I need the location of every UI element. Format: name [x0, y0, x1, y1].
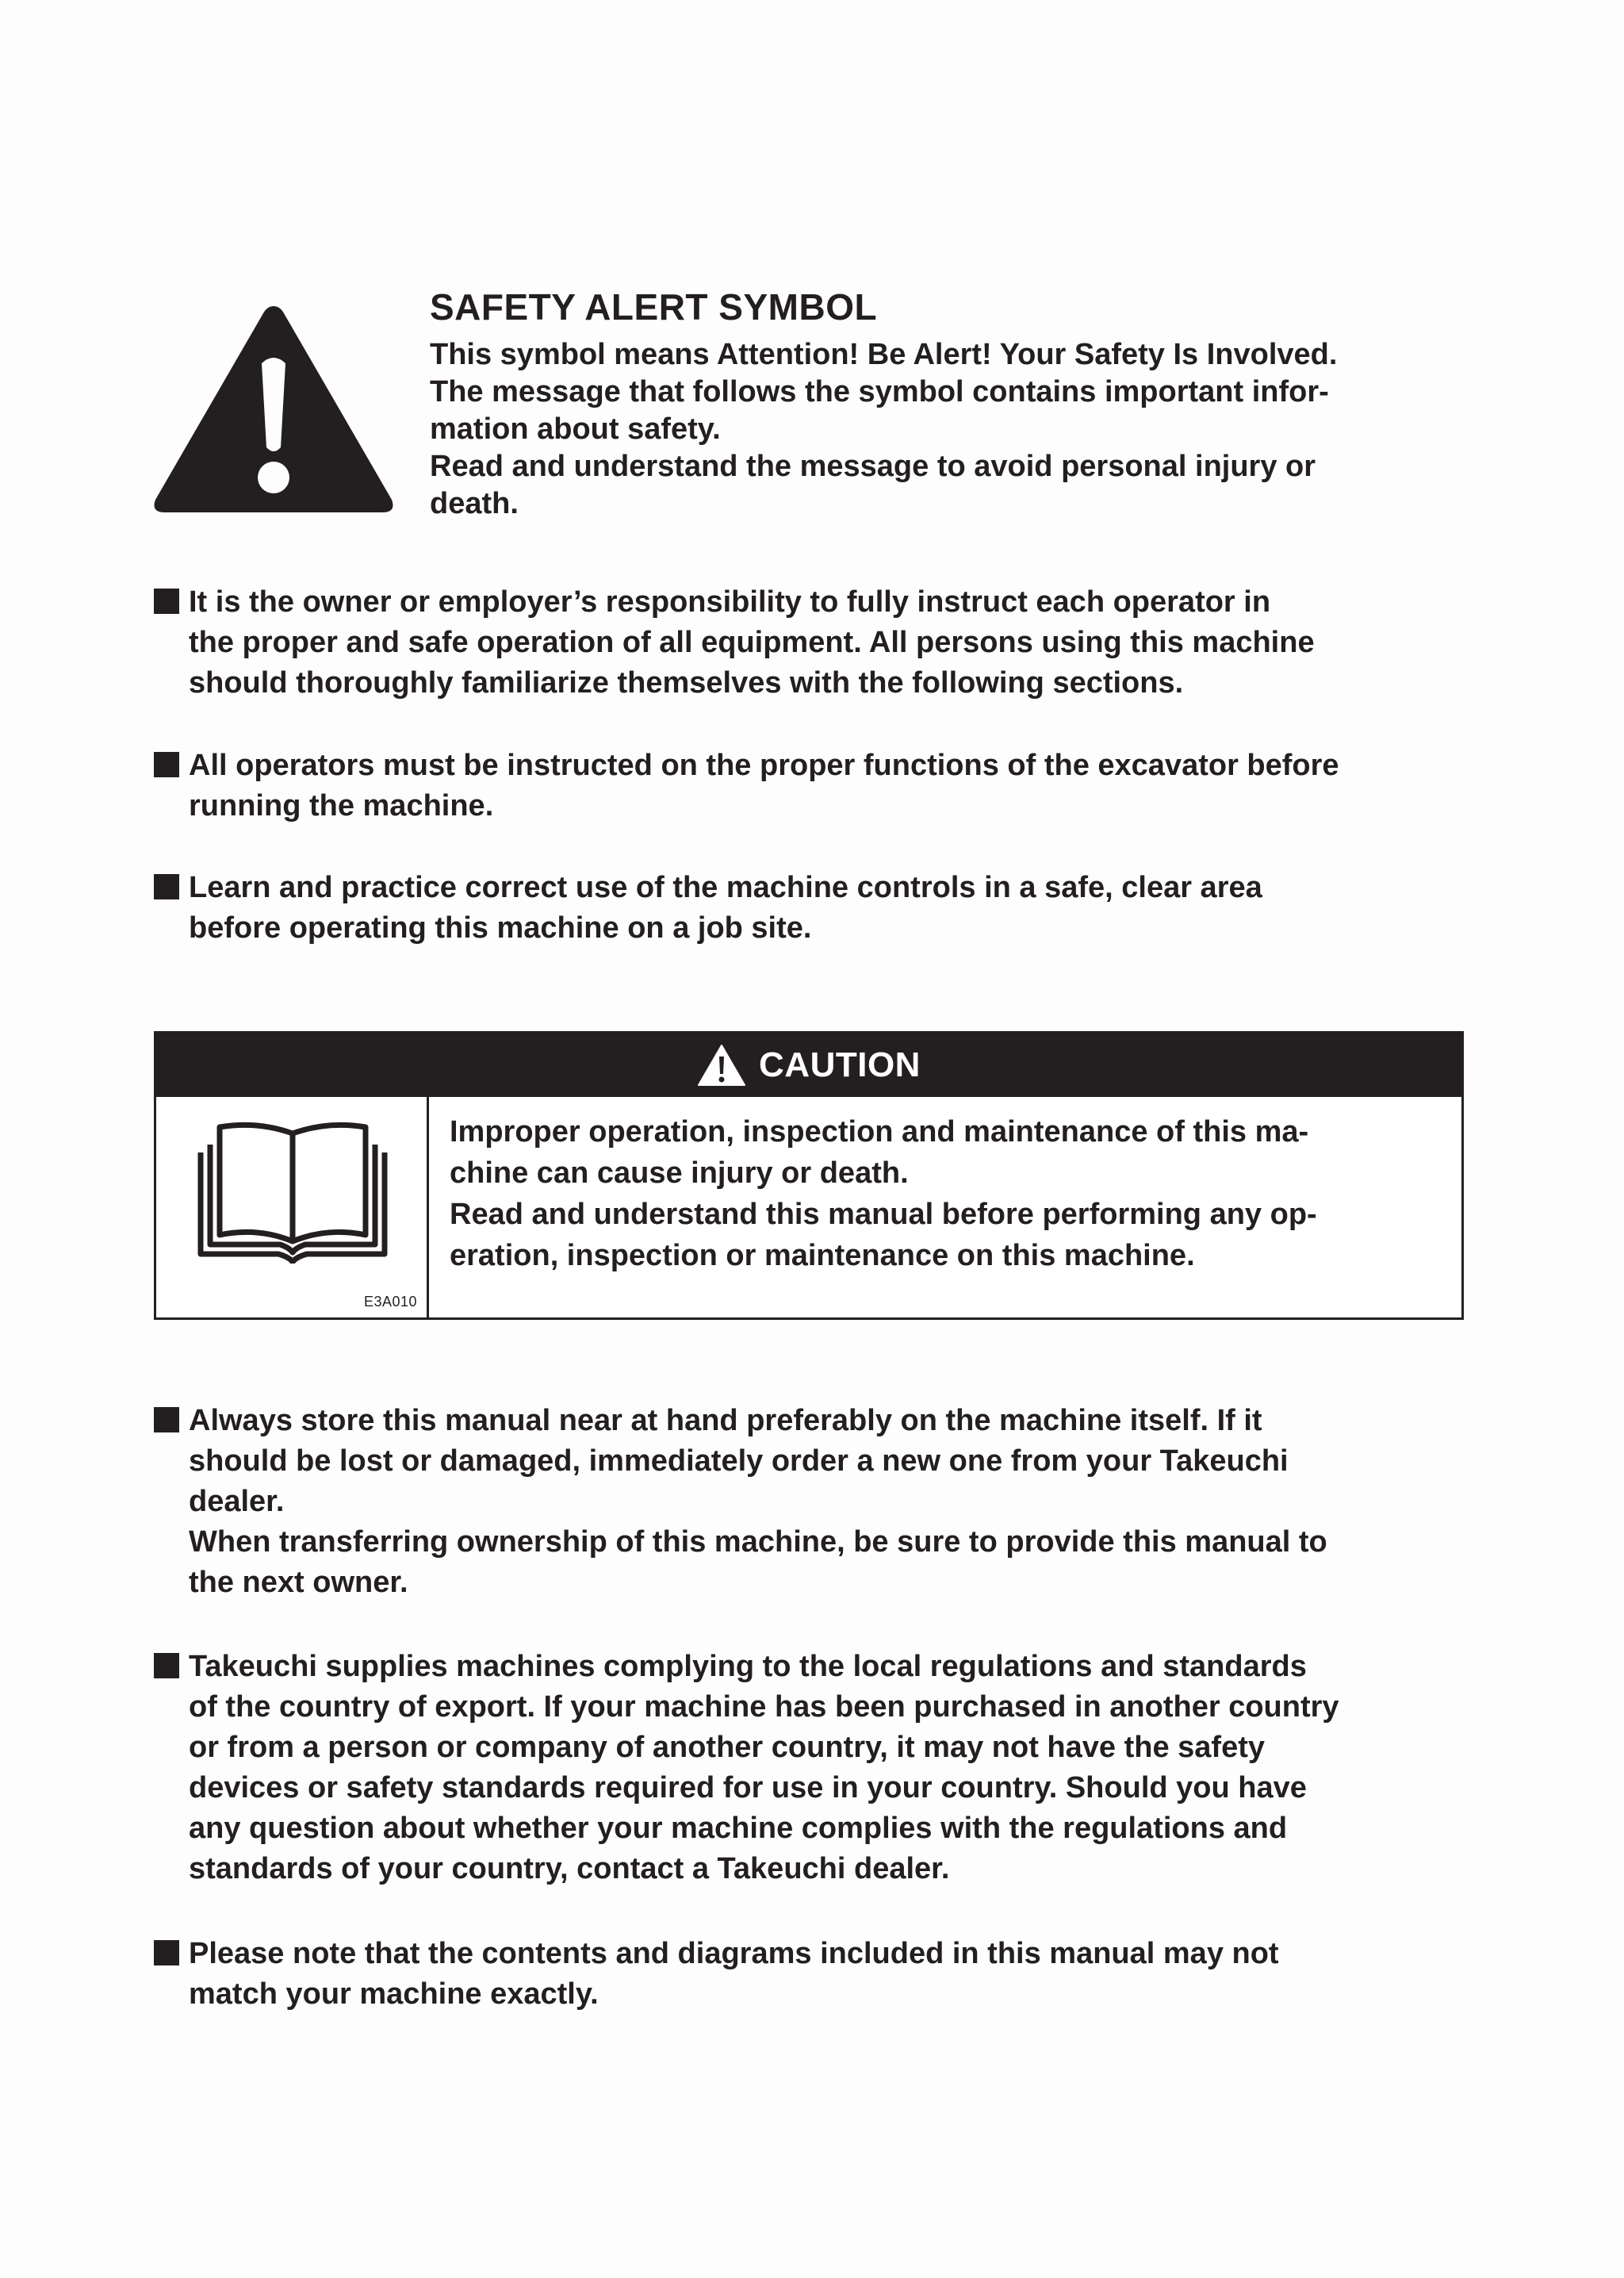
bullet-line: Please note that the contents and diagrams included in this manual may not	[189, 1937, 1279, 1970]
caution-line: chine can cause injury or death.	[450, 1156, 909, 1190]
bullet-paragraph	[154, 746, 1464, 826]
bullet-line: dealer.	[189, 1485, 285, 1518]
bullet-paragraph	[154, 582, 1464, 704]
manual-book-icon	[185, 1121, 400, 1264]
bullet-line: standards of your country, contact a Takeuchi dealer.	[189, 1852, 950, 1885]
bullet-line: Always store this manual near at hand preferably on the machine itself. If it	[189, 1404, 1262, 1437]
safety-alert-title: SAFETY ALERT SYMBOL	[430, 286, 878, 328]
safety-alert-line: death.	[430, 487, 519, 520]
caution-line: Improper operation, inspection and maintenance of this ma-	[450, 1115, 1309, 1149]
bullet-paragraph	[154, 1401, 1464, 1603]
caution-label: CAUTION	[759, 1045, 921, 1084]
bullet-line: It is the owner or employer’s responsibility to fully instruct each operator in	[189, 585, 1271, 619]
image-code: E3A010	[363, 1294, 417, 1310]
caution-line: Read and understand this manual before performing any op-	[450, 1198, 1317, 1231]
bullet-square-icon	[154, 1940, 179, 1965]
bullet-square-icon	[154, 1407, 179, 1432]
safety-alert-line: Read and understand the message to avoid personal injury or	[430, 450, 1316, 483]
caution-box	[154, 1031, 1464, 1320]
bullet-line: match your machine exactly.	[189, 1977, 599, 2011]
bullet-line: the next owner.	[189, 1566, 408, 1599]
bullet-line: devices or safety standards required for use in your country. Should you have	[189, 1771, 1307, 1804]
bullet-line: of the country of export. If your machine has been purchased in another country	[189, 1690, 1339, 1724]
bullet-square-icon	[154, 874, 179, 899]
caution-line: eration, inspection or maintenance on this machine.	[450, 1239, 1195, 1272]
bullet-line: When transferring ownership of this machine, be sure to provide this manual to	[189, 1525, 1327, 1559]
bullet-line: Takeuchi supplies machines complying to the local regulations and standards	[189, 1650, 1307, 1683]
safety-alert-body	[430, 336, 1462, 523]
bullet-paragraph	[154, 1934, 1464, 2015]
safety-alert-line: mation about safety.	[430, 412, 721, 446]
bullet-line: Learn and practice correct use of the machine controls in a safe, clear area	[189, 871, 1262, 904]
warning-triangle-icon	[697, 1044, 746, 1087]
bullet-line: before operating this machine on a job site.	[189, 911, 812, 945]
bullet-line: the proper and safe operation of all equipment. All persons using this machine	[189, 626, 1315, 659]
bullet-square-icon	[154, 752, 179, 777]
bullet-square-icon	[154, 589, 179, 614]
caution-header	[156, 1034, 1461, 1097]
bullet-line: All operators must be instructed on the proper functions of the excavator before	[189, 749, 1339, 782]
bullet-line: should thoroughly familiarize themselves with the following sections.	[189, 666, 1184, 700]
bullet-line: or from a person or company of another country, it may not have the safety	[189, 1731, 1265, 1764]
safety-alert-triangle-icon	[151, 301, 396, 517]
bullet-line: should be lost or damaged, immediately order a new one from your Takeuchi	[189, 1444, 1289, 1478]
bullet-line: any question about whether your machine complies with the regulations and	[189, 1812, 1288, 1845]
bullet-line: running the machine.	[189, 789, 494, 823]
caution-icon-cell	[156, 1097, 429, 1320]
caution-message	[450, 1111, 1441, 1276]
bullet-paragraph	[154, 1647, 1464, 1889]
safety-alert-line: This symbol means Attention! Be Alert! Your Safety Is Involved.	[430, 338, 1338, 371]
bullet-square-icon	[154, 1653, 179, 1678]
bullet-paragraph	[154, 868, 1464, 949]
safety-alert-line: The message that follows the symbol contains important infor-	[430, 375, 1329, 408]
